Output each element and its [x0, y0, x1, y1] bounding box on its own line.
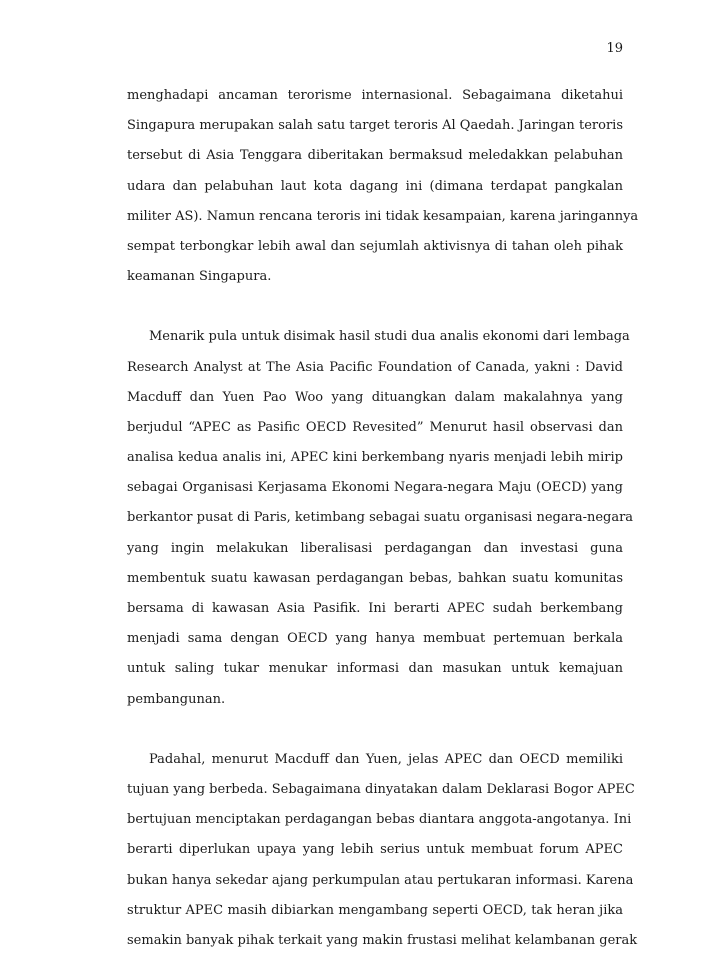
text-line: udara dan pelabuhan laut kota dagang ini (dimana terdapat pangkalan [127, 178, 623, 194]
text-line: Padahal, menurut Macduff dan Yuen, jelas APEC dan OECD memiliki [149, 751, 623, 767]
text-line: Singapura merupakan salah satu target teroris Al Qaedah. Jaringan teroris [127, 118, 623, 134]
paragraph-gap [127, 715, 623, 745]
text-line: tujuan yang berbeda. Sebagaimana dinyatakan dalam Deklarasi Bogor APEC [127, 781, 635, 797]
text-line: berkantor pusat di Paris, ketimbang sebagai suatu organisasi negara-negara [127, 510, 634, 526]
paragraph [127, 745, 638, 956]
text-line: Research Analyst at The Asia Pacific Foundation of Canada, yakni : David [127, 359, 623, 375]
text-line: menjadi sama dengan OECD yang hanya membuat pertemuan berkala [127, 631, 623, 647]
paragraph [127, 81, 639, 292]
text-line: yang ingin melakukan liberalisasi perdagangan dan investasi guna [127, 540, 623, 556]
text-line: sebagai Organisasi Kerjasama Ekonomi Negara-negara Maju (OECD) yang [127, 480, 623, 496]
text-line: struktur APEC masih dibiarkan mengambang seperti OECD, tak heran jika [127, 902, 623, 918]
text-line: bertujuan menciptakan perdagangan bebas diantara anggota-angotanya. Ini [127, 812, 632, 828]
page-number: 19 [606, 41, 623, 56]
text-line: pembangunan. [127, 691, 226, 707]
paragraph-gap [127, 292, 623, 322]
text-line: analisa kedua analis ini, APEC kini berkembang nyaris menjadi lebih mirip [127, 450, 623, 466]
body-text [127, 81, 639, 956]
text-line: menghadapi ancaman terorisme internasional. Sebagaimana diketahui [127, 88, 623, 103]
paragraph [127, 322, 634, 714]
text-line: tersebut di Asia Tenggara diberitakan bermaksud meledakkan pelabuhan [127, 148, 623, 164]
text-line: bersama di kawasan Asia Pasifik. Ini berarti APEC sudah berkembang [127, 601, 623, 616]
text-line: membentuk suatu kawasan perdagangan bebas, bahkan suatu komunitas [127, 570, 623, 586]
text-line: Menarik pula untuk disimak hasil studi dua analis ekonomi dari lembaga [149, 329, 630, 345]
text-line: berarti diperlukan upaya yang lebih serius untuk membuat forum APEC [127, 842, 623, 858]
text-line: berjudul “APEC as Pasific OECD Revesited” Menurut hasil observasi dan [127, 419, 623, 435]
text-line: semakin banyak pihak terkait yang makin frustasi melihat kelambanan gerak [127, 932, 638, 948]
text-line: militer AS). Namun rencana teroris ini tidak kesampaian, karena jaringannya [127, 208, 639, 224]
text-line: untuk saling tukar menukar informasi dan masukan untuk kemajuan [127, 661, 623, 677]
text-line: Macduff dan Yuen Pao Woo yang dituangkan dalam makalahnya yang [127, 389, 623, 405]
text-line: sempat terbongkar lebih awal dan sejumlah aktivisnya di tahan oleh pihak [127, 238, 623, 254]
text-line: bukan hanya sekedar ajang perkumpulan atau pertukaran informasi. Karena [127, 872, 634, 888]
text-line: keamanan Singapura. [127, 269, 272, 285]
